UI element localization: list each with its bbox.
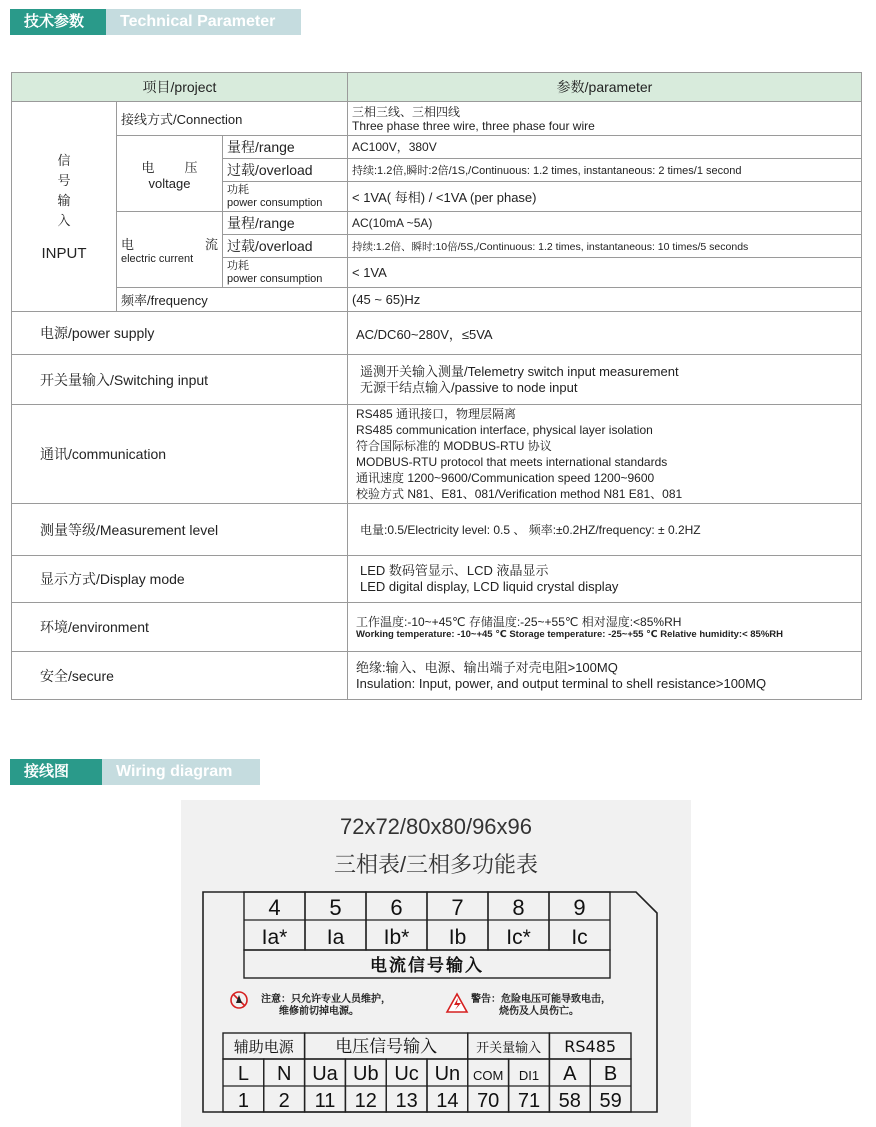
communication-line: 通讯速度 1200~9600/Communication speed 1200~9600 <box>356 471 655 485</box>
input-label-zh-char: 输 <box>57 193 71 208</box>
communication-value <box>348 405 862 504</box>
current-label-zh: 电 <box>121 237 135 252</box>
current-range-value: AC(10mA ~5A) <box>348 212 862 235</box>
terminal-label: Ib* <box>383 926 410 949</box>
secure-value <box>348 652 862 700</box>
voltage-label-zh: 电 <box>141 159 155 175</box>
terminal-label: Ic* <box>506 926 531 949</box>
terminal-number: 2 <box>278 1090 290 1112</box>
input-label-cell <box>12 102 117 312</box>
input-label-en: INPUT <box>41 245 87 262</box>
terminal-group-label: 电压信号输入 <box>335 1037 438 1057</box>
table-row <box>12 504 862 556</box>
display-line: LED digital display, LCD liquid crystal display <box>360 579 619 594</box>
voltage-label-zh: 压 <box>184 159 198 175</box>
terminal-number: 11 <box>314 1090 336 1112</box>
measurement-value: 电量:0.5/Electricity level: 0.5 、 频率:±0.2HZ/frequency: ± 0.2HZ <box>348 504 862 556</box>
voltage-label-en: voltage <box>148 175 191 191</box>
input-label-zh-char: 信 <box>57 153 71 168</box>
terminal-number: 6 <box>390 895 403 920</box>
input-label-zh-char: 入 <box>57 213 71 228</box>
communication-line: RS485 communication interface, physical layer isolation <box>356 423 653 437</box>
current-label-en: electric current <box>121 253 194 265</box>
connection-label: 接线方式/Connection <box>117 102 348 136</box>
input-label-zh-char: 号 <box>57 173 71 188</box>
terminal-label: COM <box>473 1068 504 1083</box>
terminal-label: Ia* <box>261 926 288 949</box>
display-label: 显示方式/Display mode <box>12 556 348 603</box>
terminal-number: 4 <box>268 895 281 920</box>
terminal-label: A <box>563 1063 577 1085</box>
environment-line-zh: 工作温度:-10~+45℃ 存储温度:-25~+55℃ 相对湿度:<85%RH <box>356 614 682 629</box>
voltage-range-value: AC100V，380V <box>348 136 862 159</box>
current-overload-label: 过载/overload <box>223 235 348 258</box>
voltage-power-value: < 1VA( 每相) / <1VA (per phase) <box>348 182 862 212</box>
notice-line-1: 注意：只允许专业人员维护， <box>261 994 391 1005</box>
current-power-label <box>223 258 348 288</box>
terminal-label: L <box>237 1063 249 1085</box>
frequency-value: (45 ~ 65)Hz <box>348 288 862 312</box>
wiring-diagram <box>181 800 691 1127</box>
communication-label: 通讯/communication <box>12 405 348 504</box>
diagram-type-title: 三相表/三相多功能表 <box>333 852 539 877</box>
technical-parameter-heading <box>10 9 301 35</box>
power-label-en: power consumption <box>227 196 323 209</box>
voltage-overload-value: 持续:1.2倍,瞬时:2倍/1S,/Continuous: 1.2 times, instantaneous: 2 times/1 second <box>348 159 862 182</box>
voltage-label-cell <box>117 136 223 212</box>
communication-line: RS485 通讯接口，物理层隔离 <box>356 407 517 421</box>
table-row <box>12 652 862 700</box>
terminal-label: Uc <box>394 1063 419 1085</box>
header-project: 项目/project <box>12 73 348 102</box>
current-label-zh: 流 <box>204 237 218 252</box>
table-row <box>12 288 862 312</box>
voltage-range-label: 量程/range <box>223 136 348 159</box>
terminal-number: 9 <box>573 895 586 920</box>
terminal-number: 5 <box>329 895 342 920</box>
terminal-number: 1 <box>237 1090 249 1112</box>
current-power-value: < 1VA <box>348 258 862 288</box>
secure-line: 绝缘:输入、电源、输出端子对壳电阻>100MQ <box>356 659 618 675</box>
terminal-label: Ub <box>353 1063 379 1085</box>
voltage-overload-label: 过载/overload <box>223 159 348 182</box>
display-line: LED 数码管显示、LCD 液晶显示 <box>360 563 549 578</box>
terminal-label: Ic <box>571 926 588 949</box>
table-row <box>12 136 862 159</box>
table-row <box>12 603 862 652</box>
table-row <box>12 355 862 405</box>
notice-line-2: 维修前切掉电源。 <box>279 1006 359 1017</box>
environment-label: 环境/environment <box>12 603 348 652</box>
secure-line: Insulation: Input, power, and output terminal to shell resistance>100MQ <box>356 675 767 691</box>
current-overload-value: 持续:1.2倍、瞬时:10倍/5S,/Continuous: 1.2 times, instantaneous: 10 times/5 seconds <box>348 235 862 258</box>
secure-label: 安全/secure <box>12 652 348 700</box>
terminal-label: Un <box>434 1063 461 1085</box>
terminal-group-label: RS485 <box>564 1037 617 1056</box>
header-parameter: 参数/parameter <box>348 73 862 102</box>
terminal-number: 12 <box>354 1090 377 1112</box>
measurement-label: 测量等级/Measurement level <box>12 504 348 556</box>
terminal-label: Ia <box>326 926 345 949</box>
power-label-zh: 功耗 <box>227 183 249 196</box>
table-row <box>12 405 862 504</box>
terminal-group-label: 辅助电源 <box>233 1038 294 1056</box>
environment-line-en: Working temperature: -10~+45 ℃ Storage temperature: -25~+55 ℃ Relative humidity:< 85%RH <box>356 628 783 640</box>
current-label-cell <box>117 212 223 288</box>
diagram-size-title: 72x72/80x80/96x96 <box>339 814 533 839</box>
terminal-label: Ua <box>312 1063 338 1085</box>
section-title-en: Wiring diagram <box>102 759 260 785</box>
power-label-zh: 功耗 <box>227 259 249 272</box>
terminal-number: 70 <box>477 1090 500 1112</box>
communication-line: MODBUS-RTU protocol that meets international standards <box>356 455 668 469</box>
wiring-diagram-heading <box>10 759 260 785</box>
bottom-terminal-block <box>223 1033 631 1112</box>
terminal-label: N <box>276 1063 292 1085</box>
terminal-label: DI1 <box>518 1068 540 1083</box>
technical-parameter-table <box>11 72 862 700</box>
warning-line-2: 烧伤及人员伤亡。 <box>499 1006 579 1017</box>
switching-line: 遥测开关输入测量/Telemetry switch input measurement <box>360 363 679 379</box>
frequency-label: 频率/frequency <box>117 288 348 312</box>
terminal-number: 59 <box>599 1090 622 1112</box>
warning <box>447 992 611 1017</box>
power-supply-label: 电源/power supply <box>12 312 348 355</box>
terminal-group-label: 开关量输入 <box>476 1041 542 1056</box>
terminal-number: 7 <box>451 895 464 920</box>
power-label-en: power consumption <box>227 272 323 285</box>
current-terminal-block <box>244 892 610 978</box>
table-row <box>12 556 862 603</box>
connection-value-en: Three phase three wire, three phase four wire <box>352 118 595 133</box>
section-title-en: Technical Parameter <box>106 9 301 35</box>
display-value <box>348 556 862 603</box>
notice <box>231 992 391 1017</box>
communication-line: 校验方式 N81、E81、081/Verification method N81 E81、081 <box>356 487 683 501</box>
section-title-zh: 技术参数 <box>10 9 106 35</box>
connection-value <box>348 102 862 136</box>
no-touch-icon <box>231 992 247 1008</box>
connection-value-zh: 三相三线、三相四线 <box>352 104 461 119</box>
table-header-row <box>12 73 862 102</box>
terminal-diagram <box>181 800 691 1127</box>
table-row <box>12 102 862 136</box>
communication-line: 符合国际标准的 MODBUS-RTU 协议 <box>356 439 552 453</box>
section-title-zh: 接线图 <box>10 759 102 785</box>
power-supply-value: AC/DC60~280V，≤5VA <box>348 312 862 355</box>
terminal-label: B <box>603 1063 618 1085</box>
terminal-number: 13 <box>395 1090 418 1112</box>
high-voltage-warning-icon <box>447 994 467 1012</box>
terminal-number: 8 <box>512 895 525 920</box>
switching-line: 无源干结点输入/passive to node input <box>360 379 578 395</box>
switching-label: 开关量输入/Switching input <box>12 355 348 405</box>
current-caption: 电流信号输入 <box>370 956 484 976</box>
environment-value <box>348 603 862 652</box>
terminal-number: 58 <box>558 1090 581 1112</box>
terminal-number: 71 <box>517 1090 541 1112</box>
table-row <box>12 212 862 235</box>
voltage-power-label <box>223 182 348 212</box>
terminal-label: Ib <box>448 926 467 949</box>
switching-value <box>348 355 862 405</box>
terminal-number: 14 <box>436 1090 459 1112</box>
warning-line-1: 警告：危险电压可能导致电击， <box>471 994 611 1005</box>
current-range-label: 量程/range <box>223 212 348 235</box>
table-row <box>12 312 862 355</box>
